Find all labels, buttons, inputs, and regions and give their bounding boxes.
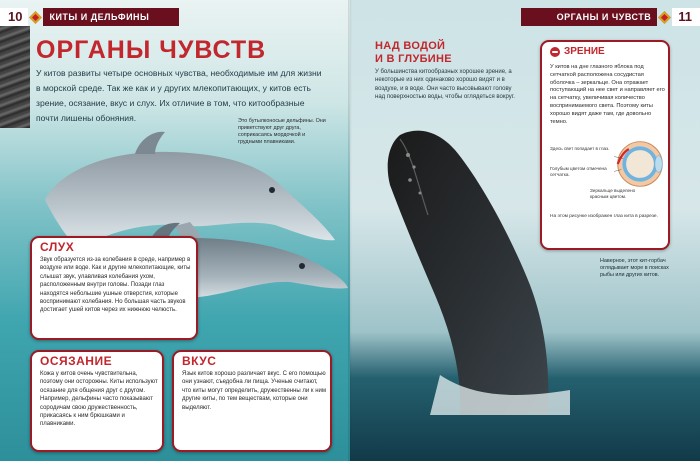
right-section-label: ОРГАНЫ И ЧУВСТВ bbox=[521, 8, 658, 26]
left-page-number: 10 bbox=[0, 8, 28, 26]
label-retina: Голубым цветом отмечена сетчатка. bbox=[550, 166, 607, 177]
taste-title: ВКУС bbox=[182, 354, 217, 368]
label-mirror: Зеркальце выделено красным цветом. bbox=[590, 188, 636, 199]
page-title: ОРГАНЫ ЧУВСТВ bbox=[36, 36, 267, 64]
label-light: Здесь свет попадает в глаз. bbox=[550, 146, 610, 151]
hearing-box bbox=[30, 236, 198, 340]
taste-box bbox=[172, 350, 332, 452]
touch-box bbox=[30, 350, 164, 452]
left-page-header bbox=[0, 8, 179, 26]
taste-text: Язык китов хорошо различает вкус. С его помощью они узнают, съедобна ли пища. Ученые считают, что киты могут определить, дружественны ли к ним другие киты, по тем веществам, которые они выделяют. bbox=[182, 371, 327, 411]
vision-box bbox=[540, 40, 670, 250]
hearing-title: СЛУХ bbox=[40, 240, 75, 254]
above-water-title bbox=[375, 40, 452, 66]
left-section-label: КИТЫ И ДЕЛЬФИНЫ bbox=[43, 8, 179, 26]
diamond-ornament-icon bbox=[30, 11, 43, 24]
vision-text: У китов на дне глазного яблока под сетчаткой расположена сосудистая оболочка – зеркальце. Она отражает поступающий на нее свет и направляет его на сетчатку, увеличивая количество воспринимаемого света. Поэтому киты хорошо видят даже там, где довольно темно. bbox=[550, 64, 665, 125]
eye-cross-section-diagram bbox=[614, 138, 666, 190]
intro-paragraph: У китов развиты четыре основных чувства, необходимые им для жизни в морской среде. Так же как и у других млекопитающих, у китов есть зрение, осязание, вкус и слух. Их отличие в том, что китообразные почти лишены обоняния. bbox=[36, 68, 322, 123]
vision-diagram-caption: На этом рисунке изображен глаз кита в разрезе. bbox=[550, 214, 658, 219]
right-page-number: 11 bbox=[672, 8, 700, 26]
humpback-caption: Наверное, этот кит-горбач оглядывает море в поисках рыбы или других китов. bbox=[600, 258, 669, 278]
vision-heading bbox=[550, 46, 605, 57]
touch-title: ОСЯЗАНИЕ bbox=[40, 354, 113, 368]
dolphin-caption: Это бутылконосые дельфины. Они приветствуют друг друга, соприкасаясь мордочкой и грудными плавниками. bbox=[238, 118, 326, 145]
vision-title: ЗРЕНИЕ bbox=[564, 46, 605, 57]
eye-icon bbox=[550, 47, 560, 57]
above-water-title-line1: НАД ВОДОЙ bbox=[375, 40, 446, 52]
hearing-text: Звук образуется из-за колебания в среде, например в воздухе или воде. Как и другие млекопитающие, киты слышат звук, улавливая колебания ухом, расположенным внутри головы. Позади глаз находятся небольшие ушные отверстия, которые воспринимают колебания. Но большая часть звуков достигает ушей китов через их нижнюю челюсть. bbox=[40, 257, 191, 314]
right-page-header bbox=[521, 8, 700, 26]
whale-skin-texture bbox=[0, 26, 30, 128]
touch-text: Кожа у китов очень чувствительна, поэтому они осторожны. Киты используют осязание для общения друг с другом. Например, дельфины часто показывают сородичам свою дружественность, прикасаясь к ним брюшками и плавниками. bbox=[40, 371, 158, 428]
diamond-ornament-icon bbox=[658, 11, 671, 24]
above-water-text: У большинства китообразных хорошее зрение, а некоторые из них одинаково хорошо видят и в воздухе, и в воде. Они часто высовывают голову над поверхностью воды, чтобы оглядеться вокруг. bbox=[375, 69, 515, 101]
above-water-title-line2: И В ГЛУБИНЕ bbox=[375, 53, 452, 65]
